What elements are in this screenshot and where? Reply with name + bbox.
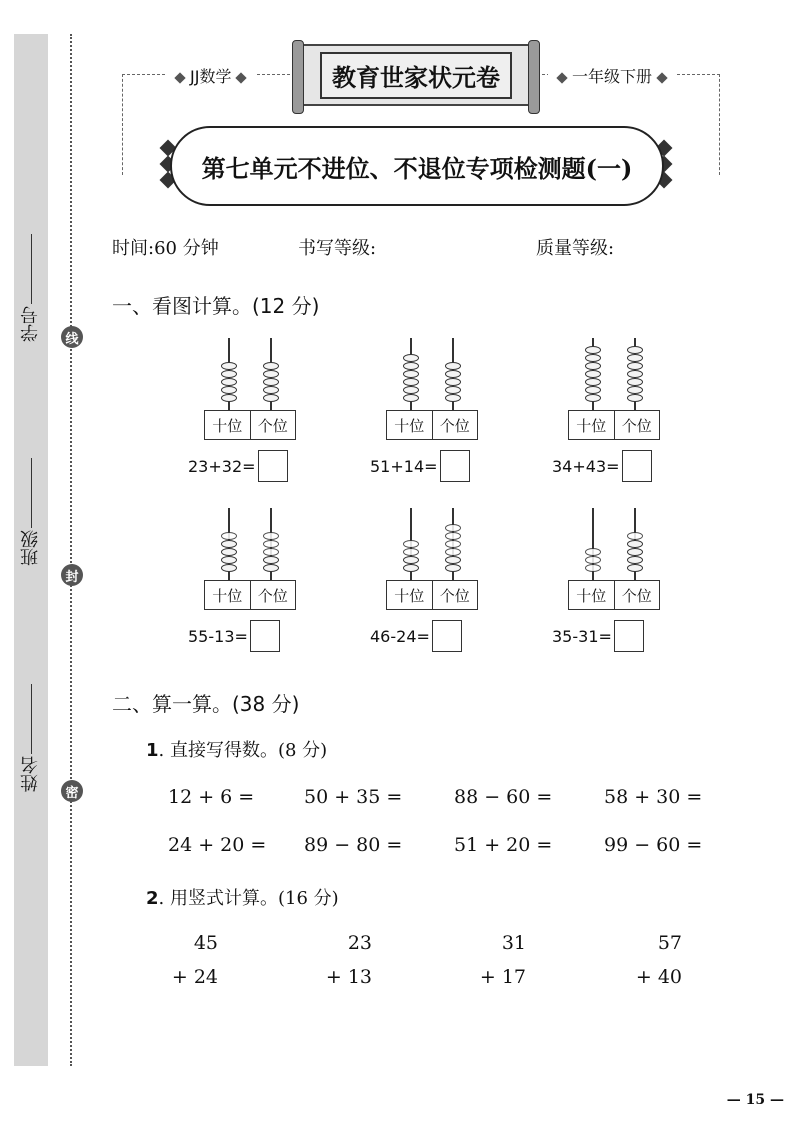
calc-item[interactable]: 58 + 30 = <box>604 786 703 808</box>
part1-text: . 直接写得数。(8 分) <box>158 740 328 761</box>
bead <box>585 362 601 370</box>
tens-label: 十位 <box>212 586 243 605</box>
bead <box>403 394 419 402</box>
bead <box>627 556 643 564</box>
bead <box>445 386 461 394</box>
name-label: 姓名 <box>20 756 41 792</box>
removed-bead <box>263 532 279 540</box>
calc-item[interactable]: 89 − 80 = <box>304 834 403 856</box>
seal-line: 线 <box>61 326 83 348</box>
grade-tag <box>548 64 676 87</box>
removed-bead <box>403 548 419 556</box>
bead <box>263 394 279 402</box>
ones-label: 个位 <box>614 581 660 609</box>
bead <box>221 540 237 548</box>
place-value-box <box>386 580 478 610</box>
calc-item[interactable]: 51 + 20 = <box>454 834 553 856</box>
bead <box>263 556 279 564</box>
bead <box>263 370 279 378</box>
abacus-problem <box>186 500 306 670</box>
grade-label: 一年级下册 <box>572 67 653 86</box>
vertical-problem[interactable] <box>466 926 526 994</box>
ones-label: 个位 <box>432 411 478 439</box>
quality-grade[interactable]: 质量等级: <box>536 238 615 259</box>
equation-text: 55-13= <box>188 626 248 646</box>
ones-label: 个位 <box>432 581 478 609</box>
name-line <box>31 684 32 754</box>
vertical-problem[interactable] <box>622 926 682 994</box>
bead <box>627 346 643 354</box>
page-number: — 15 — <box>726 1092 784 1108</box>
abacus-equation <box>188 620 280 652</box>
class-field[interactable] <box>17 458 45 566</box>
ones-label: 个位 <box>250 411 296 439</box>
bead <box>263 386 279 394</box>
bead <box>221 378 237 386</box>
bead <box>221 370 237 378</box>
name-field[interactable] <box>17 684 45 792</box>
bead <box>627 370 643 378</box>
equation-text: 51+14= <box>370 456 438 476</box>
bead <box>445 556 461 564</box>
student-id-field[interactable] <box>17 234 45 342</box>
abacus-problem <box>186 330 306 500</box>
bead <box>585 386 601 394</box>
bead <box>585 354 601 362</box>
equation-text: 23+32= <box>188 456 256 476</box>
removed-bead <box>445 532 461 540</box>
bead <box>445 564 461 572</box>
abacus-problem <box>550 330 670 500</box>
bead <box>585 346 601 354</box>
bead <box>221 362 237 370</box>
part1-number: 1 <box>146 740 159 761</box>
diamond-icon <box>174 72 185 83</box>
place-value-box <box>568 410 660 440</box>
abacus-equation <box>188 450 288 482</box>
bead <box>627 548 643 556</box>
vertical-problem[interactable] <box>312 926 372 994</box>
removed-bead <box>585 556 601 564</box>
part2-text: . 用竖式计算。(16 分) <box>158 888 339 909</box>
diamond-icon <box>236 72 247 83</box>
tens-label: 十位 <box>576 586 607 605</box>
series-title: 教育世家状元卷 <box>320 52 512 99</box>
bead <box>585 370 601 378</box>
removed-bead <box>627 532 643 540</box>
equation-text: 35-31= <box>552 626 612 646</box>
answer-box[interactable] <box>614 620 644 652</box>
removed-bead <box>585 564 601 572</box>
student-id-label: 学号 <box>20 306 41 342</box>
bead <box>221 394 237 402</box>
calc-item[interactable]: 88 − 60 = <box>454 786 553 808</box>
vertical-bottom: + 24 <box>171 966 218 988</box>
bead <box>403 556 419 564</box>
class-line <box>31 458 32 528</box>
bead <box>445 378 461 386</box>
abacus-problem <box>368 500 488 670</box>
ones-label: 个位 <box>614 411 660 439</box>
bead <box>221 564 237 572</box>
bead <box>263 362 279 370</box>
answer-box[interactable] <box>622 450 652 482</box>
subject-tag <box>166 64 255 87</box>
section1-title: 一、看图计算。(12 分) <box>112 294 320 318</box>
bead <box>403 370 419 378</box>
cut-line <box>70 34 72 1066</box>
test-title-banner <box>170 126 664 206</box>
place-value-box <box>568 580 660 610</box>
bead <box>403 362 419 370</box>
bead <box>403 564 419 572</box>
bead <box>627 386 643 394</box>
bead <box>445 370 461 378</box>
abacus-problem <box>368 330 488 500</box>
removed-bead <box>403 540 419 548</box>
vertical-bottom: + 17 <box>479 966 526 988</box>
seal-seal: 封 <box>61 564 83 586</box>
bead <box>445 394 461 402</box>
bead <box>221 556 237 564</box>
part2-title <box>146 884 339 910</box>
vertical-bottom: + 40 <box>635 966 682 988</box>
removed-bead <box>221 532 237 540</box>
bead <box>403 354 419 362</box>
test-title: 第七单元不进位、不退位专项检测题(一) <box>201 153 633 183</box>
bead <box>585 378 601 386</box>
answer-box[interactable] <box>258 450 288 482</box>
vertical-top: 31 <box>501 932 526 954</box>
calc-item[interactable]: 99 − 60 = <box>604 834 703 856</box>
bead <box>263 378 279 386</box>
equation-text: 46-24= <box>370 626 430 646</box>
part1-title <box>146 736 327 762</box>
bead <box>263 564 279 572</box>
vertical-top: 45 <box>193 932 218 954</box>
time-info: 时间:60 分钟 <box>112 238 219 259</box>
bead <box>403 378 419 386</box>
calc-item[interactable]: 24 + 20 = <box>168 834 267 856</box>
equation-text: 34+43= <box>552 456 620 476</box>
student-id-line <box>31 234 32 304</box>
vertical-bottom: + 13 <box>325 966 372 988</box>
removed-bead <box>445 548 461 556</box>
bead <box>221 386 237 394</box>
answer-box[interactable] <box>440 450 470 482</box>
vertical-problem[interactable] <box>158 926 218 994</box>
place-value-box <box>386 410 478 440</box>
tens-label: 十位 <box>394 586 425 605</box>
calc-item[interactable]: 12 + 6 = <box>168 786 255 808</box>
subject-label: JJ数学 <box>190 67 232 86</box>
abacus-problem <box>550 500 670 670</box>
writing-grade[interactable]: 书写等级: <box>298 238 377 259</box>
removed-bead <box>263 540 279 548</box>
tens-label: 十位 <box>394 416 425 435</box>
diamond-icon <box>556 72 567 83</box>
place-value-box <box>204 410 296 440</box>
part2-number: 2 <box>146 888 159 909</box>
ones-label: 个位 <box>250 581 296 609</box>
place-value-box <box>204 580 296 610</box>
bead <box>627 362 643 370</box>
vertical-top: 57 <box>657 932 682 954</box>
abacus-equation <box>370 620 462 652</box>
bead <box>445 362 461 370</box>
bead <box>585 394 601 402</box>
removed-bead <box>585 548 601 556</box>
bead <box>403 386 419 394</box>
bead <box>627 394 643 402</box>
vertical-top: 23 <box>347 932 372 954</box>
abacus-equation <box>370 450 470 482</box>
answer-box[interactable] <box>250 620 280 652</box>
class-label: 班级 <box>20 530 41 566</box>
seal-secret: 密 <box>61 780 83 802</box>
bead <box>627 354 643 362</box>
removed-bead <box>445 524 461 532</box>
abacus-equation <box>552 620 644 652</box>
calc-item[interactable]: 50 + 35 = <box>304 786 403 808</box>
answer-box[interactable] <box>432 620 462 652</box>
section2-title: 二、算一算。(38 分) <box>112 692 300 716</box>
diamond-icon <box>656 72 667 83</box>
tens-label: 十位 <box>212 416 243 435</box>
removed-bead <box>263 548 279 556</box>
bead <box>627 378 643 386</box>
tens-label: 十位 <box>576 416 607 435</box>
bead <box>221 548 237 556</box>
removed-bead <box>445 540 461 548</box>
abacus-equation <box>552 450 652 482</box>
bead <box>627 564 643 572</box>
series-scroll <box>300 44 532 106</box>
bead <box>627 540 643 548</box>
